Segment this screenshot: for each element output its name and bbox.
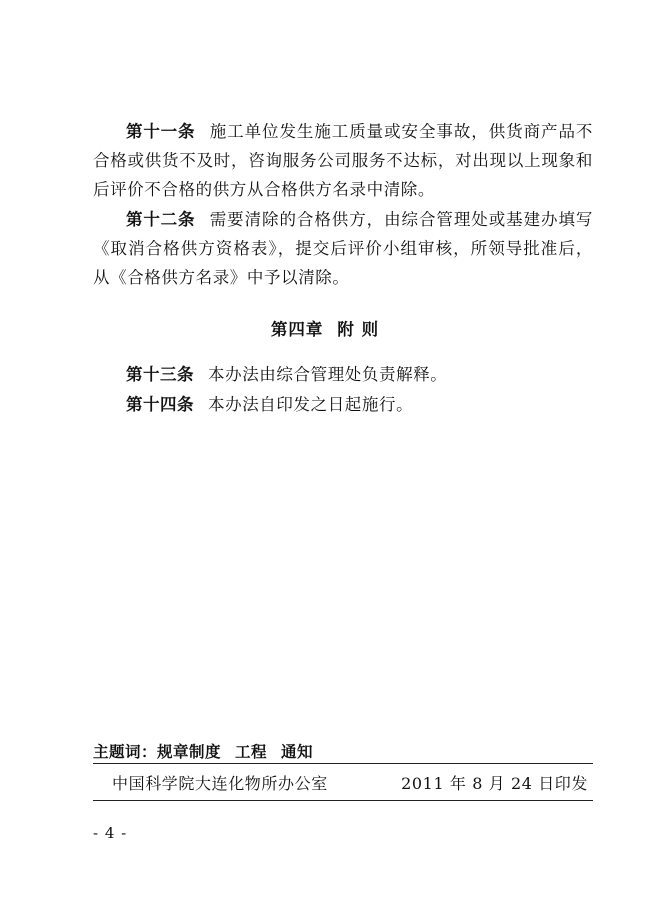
article-14-label: 第十四条 [126,395,194,414]
keyword: 规章制度 [157,743,222,761]
article-14 [93,390,593,419]
issuing-office: 中国科学院大连化物所办公室 [112,774,328,793]
chapter-number: 第四章 [270,320,324,339]
article-12-label: 第十二条 [126,210,196,229]
article-14-text: 本办法自印发之日起施行。 [208,395,414,414]
chapter-title: 附 则 [337,320,380,339]
page-number: - 4 - [93,824,128,842]
divider-bottom [93,800,593,801]
issue-date: 2011 年 8 月 24 日印发 [401,774,588,793]
article-13-label: 第十三条 [126,365,194,384]
article-13-text: 本办法由综合管理处负责解释。 [208,365,448,384]
article-11-text: 施工单位发生施工质量或安全事故，供货商产品不合格或供货不及时，咨询服务公司服务不达标，对出现以上现象和后评价不合格的供方从合格供方名录中清除。 [93,122,594,199]
keywords-label: 主题词： [93,743,158,761]
article-13 [93,360,593,389]
article-11-label: 第十一条 [126,122,196,141]
keyword: 工程 [235,743,268,761]
article-11 [93,117,593,204]
keywords-line [93,740,313,762]
article-12 [93,205,593,292]
keyword: 通知 [281,743,314,761]
chapter-heading [0,316,650,340]
article-12-text: 需要清除的合格供方，由综合管理处或基建办填写《取消合格供方资格表》，提交后评价小组审核，所领导批准后，从《合格供方名录》中予以清除。 [93,210,594,287]
divider-top [93,763,593,764]
